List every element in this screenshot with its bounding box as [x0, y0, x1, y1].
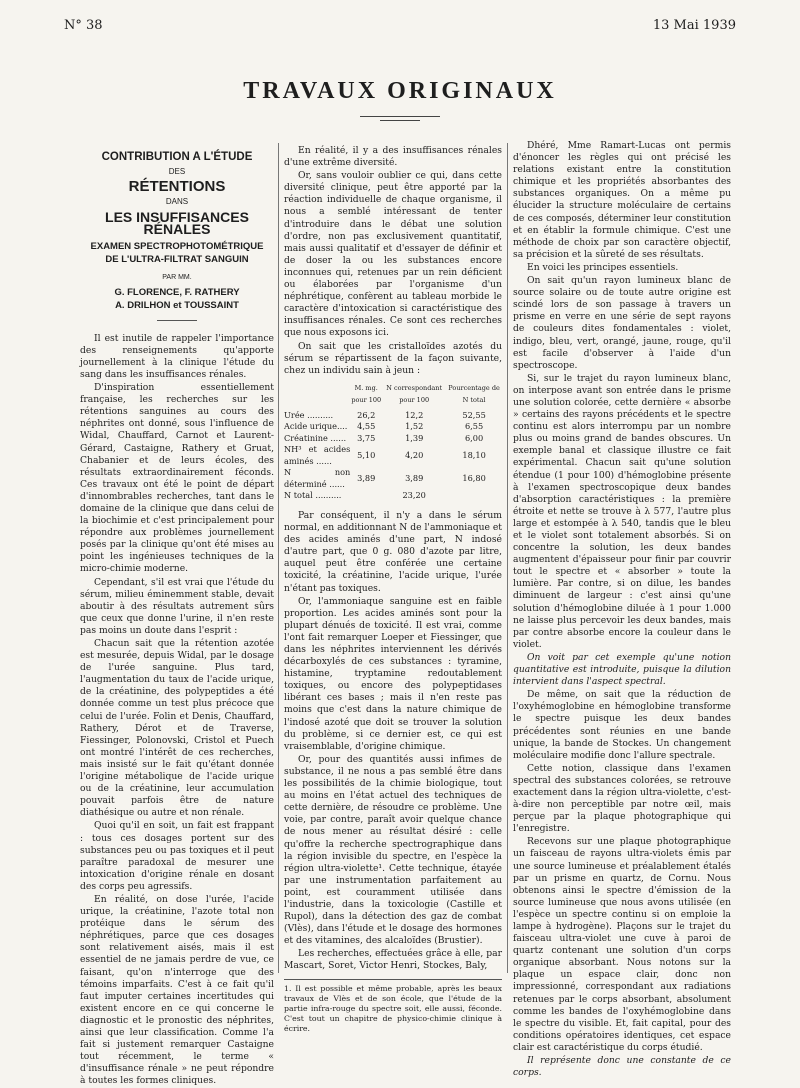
column-2: [284, 145, 502, 1034]
article-title-line: CONTRIBUTION A L'ÉTUDE: [101, 151, 253, 163]
table-row: [284, 421, 502, 433]
paragraph: D'inspiration essentiellement française, les recherches sur les rétentions sanguines au cours des néphrites ont donné, sous l'influence de Widal, Chauffard, Carnot et Laurent-Gérard, Castaigne, Rathery et Gruat, Chabanier et de leurs écoles, des résultats extraordinairement féconds. Ces travaux ont été le point de départ d'innombrables recherches, tant dans le domaine de la clinique que dans celui de la biochimie et c'est principalement pour répondre aux problèmes journellement posés par la clinique qu'ont été mises au point les ingénieuses techniques de la micro-chimie moderne.: [80, 382, 274, 575]
composition-table: [284, 381, 502, 502]
table-cell: 3,89: [357, 473, 376, 484]
table-cell: N total ..........: [284, 490, 342, 501]
table-row: [284, 490, 502, 502]
heading-rule: [157, 320, 197, 321]
table-cell: [446, 490, 502, 502]
table-row: [284, 433, 502, 445]
table-header-cell: M. mg. pour 100: [351, 383, 382, 404]
article-title-main: RÉTENTIONS: [128, 178, 226, 196]
table-body: [284, 410, 502, 502]
title-rule-short: [380, 120, 420, 121]
table-cell: 6,55: [464, 421, 484, 432]
table-cell: 3,89: [405, 473, 424, 484]
paragraph: Cependant, s'il est vrai que l'étude du sérum, milieu éminemment stable, devait aboutir à des résultats autrement sûrs que ceux que donne l'urine, il n'en reste pas moins un doute dans l'esprit :: [80, 576, 274, 636]
table-cell: Créatinine ......: [284, 432, 347, 443]
paragraph: On sait que les cristalloïdes azotés du sérum se répartissent de la façon suivante, chez un individu sain à jeun :: [284, 340, 502, 376]
paragraph: Les recherches, effectuées grâce à elle, par Mascart, Soret, Victor Henri, Stockes, Baly,: [284, 948, 502, 972]
issue-date: 13 Mai 1939: [652, 18, 736, 33]
article-subtitle: EXAMEN SPECTROPHOTOMÉTRIQUE DE L'ULTRA-FILTRAT SANGUIN: [90, 240, 264, 265]
paragraph: Dhéré, Mme Ramart-Lucas ont permis d'énoncer les règles qui ont précisé les relations existant entre la constitution chimique et les propriétés absorbantes des substances organiques. On a même pu élucider la structure moléculaire de certains de ces composés, déterminer leur constitution et en établir la formule chimique. C'est une méthode de choix par son caractère objectif, sa précision et la sûreté de ses résultats.: [513, 140, 731, 260]
paragraph: Cette notion, classique dans l'examen spectral des substances colorées, se retrouve exactement dans la région ultra-violette, c'est-à-dire non perceptible par notre œil, mais perçue par la plaque photographique qui l'enregistre.: [513, 762, 731, 835]
table-row: [284, 467, 502, 490]
column-divider: [507, 143, 508, 973]
footnote: 1. Il est possible et même probable, après les beaux travaux de Vlès et de son école, que l'étude de la partie infra-rouge du spectre soit, elle aussi, féconde. C'est tout un chapitre de physico-chimie clinique à écrire.: [284, 979, 502, 1034]
column-2-body-top: [284, 145, 502, 377]
authors: G. FLORENCE, F. RATHERY A. DRILHON et TOUSSAINT: [114, 286, 240, 311]
table-cell: 16,80: [462, 473, 486, 484]
paragraph: Or, pour des quantités aussi infimes de substance, il ne nous a pas semblé être dans les possibilités de la chimie biologique, tout au moins en l'état actuel des techniques de cette dernière, de résoudre ce problème. Une voie, par contre, paraît avoir quelque chance de nous mener au résultat désiré : celle qu'offre la recherche spectrographique dans la région invisible du spectre, en l'espèce la région ultra-violette¹. Cette technique, étayée par une instrumentation parfaitement au point, est couramment utilisée dans l'industrie, dans la toxicologie (Castille et Rupol), dans la détection des gaz de combat (Vlès), dans l'étude et le dosage des hormones et des vitamines, des alcaloïdes (Brustier).: [284, 753, 502, 947]
paragraph: On voit par cet exemple qu'une notion quantitative est introduite, puisque la dilution intervient dans l'aspect spectral.: [513, 651, 731, 688]
article-title-des: DES: [168, 167, 186, 177]
paragraph: Or, sans vouloir oublier ce qui, dans cette diversité clinique, peut être apporté par la réaction individuelle de chaque organisme, il nous a semblé intéressant de tenter d'introduire dans le débat une solution d'ordre, non pas exclusivement quantitatif, mais aussi qualitatif et d'essayer de définir et de doser la ou les substances encore inconnues qui, retenues par un rein déficient ou élaborées par l'organisme d'un néphrétique, confèrent au tableau morbide le caractère d'intoxication si caractéristique des insuffisances rénales. Ce sont ces recherches que nous exposons ici.: [284, 170, 502, 339]
paragraph: Quoi qu'il en soit, un fait est frappant : tous ces dosages portent sur des substances peu ou pas toxiques et il peut paraître paradoxal de mesurer une intoxication d'origine rénale en dosant des corps peu agressifs.: [80, 820, 274, 892]
paragraph: De même, on sait que la réduction de l'oxyhémoglobine en hémoglobine transforme le spectre puisque les deux bandes précédentes sont réunies en une bande unique, la bande de Stockes. Un changement moléculaire modifie donc l'allure spectrale.: [513, 689, 731, 761]
table-cell: 6,00: [464, 432, 484, 443]
table-cell: 1,39: [405, 432, 424, 443]
table-cell: 1,52: [405, 421, 424, 432]
table-cell: 5,10: [357, 450, 376, 461]
table-row: [284, 410, 502, 422]
table-cell: Acide urique....: [284, 421, 348, 432]
article-title-dans: DANS: [165, 197, 189, 207]
table-cell: 23,20: [402, 490, 426, 501]
paragraph: Par conséquent, il n'y a dans le sérum normal, en additionnant N de l'ammoniaque et des acides aminés d'une part, N indosé d'autre part, que 0 g. 080 d'azote par litre, auquel peut être conférée une certaine toxicité, la créatinine, l'acide urique, l'urée n'étant pas toxiques.: [284, 509, 502, 594]
paragraph: Chacun sait que la rétention azotée est mesurée, depuis Widal, par le dosage de l'urée sanguine. Plus tard, l'augmentation du taux de l'acide urique, de la créatinine, des polypeptides a été donnée comme un test plus précoce que celui de l'urée. Folin et Denis, Chauffard, Rathery, Dérot et de Traverse, Fiessinger, Polonovski, Cristol et Puech ont montré l'intérêt de ces recherches, mais insisté sur le fait qu'étant donnée l'origine métabolique de l'acide urique ou de la créatinine, leur accumulation pouvait parfois être de nature diathésique ou autre et non rénale.: [80, 638, 274, 819]
paragraph: Il est inutile de rappeler l'importance des renseignements qu'apporte journellement à la clinique l'étude du sang dans les insuffisances rénales.: [80, 332, 274, 380]
paragraph: On sait qu'un rayon lumineux blanc de source solaire ou de toute autre origine est scindé lors de son passage à travers un prisme en verre en une série de sept rayons de couleurs dites fondamentales : violet, indigo, bleu, vert, orangé, jaune, rouge, qu'il est facile d'observer à l'aide d'un spectroscope.: [513, 275, 731, 371]
table-cell: N non déterminé ......: [284, 467, 351, 489]
article-title-main-2: LES INSUFFISANCES RÉNALES: [105, 209, 249, 238]
paragraph: Recevons sur une plaque photographique un faisceau de rayons ultra-violets émis par une source lumineuse et préalablement étalés par un prisme en quartz, de Cornu. Nous obtenons ainsi le spectre d'émission de la source lumineuse que nous avons utilisée (en l'espèce un spectre continu si on emploie la lampe à hydrogène). Plaçons sur le trajet du faisceau ultra-violet une cuve à paroi de quartz contenant une solution d'un corps organique absorbant. Nous notons sur la plaque un espace clair, donc non impressionné, correspondant aux radiations retenues par le corps absorbant, absolument comme les bandes de l'oxyhémoglobine dans le spectre du visible. Et, fait capital, pour des conditions opératoires identiques, cet espace clair est caractéristique du corps étudié.: [513, 836, 731, 1053]
table-cell: 3,75: [357, 432, 376, 443]
article-heading: [80, 151, 274, 321]
title-rule: [360, 116, 440, 117]
section-title: TRAVAUX ORIGINAUX: [243, 78, 557, 104]
by-line-label: PAR MM.: [162, 273, 192, 281]
table-cell: 18,10: [462, 450, 486, 461]
paragraph: En réalité, on dose l'urée, l'acide urique, la créatinine, l'azote total non protéique dans le sérum des néphrétiques, parce que ces dosages sont relativement aisés, mais il est essentiel de ne jamais perdre de vue, ce faisant, qu'on n'interroge que des témoins imparfaits. C'est à ce fait qu'il faut imputer certaines incertitudes qui existent encore en ce qui concerne le diagnostic et le pronostic des néphrites, ainsi que leur classification. Comme l'a fait si justement remarquer Castaigne tout récemment, le terme « d'insuffisance rénale » ne peut répondre à toutes les formes cliniques.: [80, 893, 274, 1087]
paragraph: En voici les principes essentiels.: [527, 261, 679, 273]
table-header-cell: Pourcentage de N total: [448, 383, 500, 404]
table-header-row: [284, 381, 502, 410]
paragraph: Si, sur le trajet du rayon lumineux blanc, on interpose avant son entrée dans le prisme une solution colorée, cette dernière « absorbe » certains des rayons précédents et le spectre continu est alors interrompu par un nombre plus ou moins grand de bandes obscures. Un exemple banal et classique illustre ce fait expérimental. Chacun sait qu'une solution étendue (1 pour 100) d'hémoglobine présente à l'examen spectroscopique deux bandes d'absorption caractéristiques : la première étroite et nette se trouve à λ 577, l'autre plus large et estompée à λ 540, tandis que le bleu et le violet sont totalement absorbés. Si on concentre la solution, les deux bandes augmentent d'épaisseur pour finir par couvrir tout le spectre et « absorber » toute la lumière. Par contre, si on dilue, les bandes diminuent de largeur : c'est ainsi qu'une solution d'hémoglobine diluée à 1 pour 1.000 ne laisse plus percevoir les deux bandes, mais par contre absorbe encore la couleur dans le violet.: [513, 372, 731, 650]
table-cell: 4,55: [357, 421, 376, 432]
table-row: [284, 444, 502, 467]
paragraph: En réalité, il y a des insuffisances rénales d'une extrême diversité.: [284, 145, 502, 169]
table-header-cell: N correspondant pour 100: [386, 383, 443, 404]
paragraph: Il représente donc une constante de ce corps.: [513, 1055, 731, 1079]
table-cell: 26,2: [357, 409, 376, 420]
column-1-body: [80, 333, 274, 1088]
column-2-body-bottom: [284, 510, 502, 973]
table-cell: 52,55: [462, 409, 486, 420]
table-header-cell: [284, 381, 350, 410]
column-divider: [278, 143, 279, 973]
table-cell: 12,2: [405, 409, 424, 420]
table-cell: Urée ..........: [284, 409, 334, 420]
table-cell: NH³ et acides aminés ......: [284, 444, 351, 466]
column-3: [513, 140, 731, 1080]
table-cell: [350, 490, 382, 502]
column-1: [80, 145, 274, 1088]
issue-number: N° 38: [64, 18, 103, 33]
paragraph: Or, l'ammoniaque sanguine est en faible proportion. Les acides aminés sont pour la plupart dénués de toxicité. Il est vrai, comme l'ont fait remarquer Loeper et Fiessinger, que dans les néphrites interviennent les dérivés décarboxylés de ces substances : tyramine, histamine, tryptamine redoutablement toxiques, ou encore des polypeptidases libérant ces bases ; mais il n'en reste pas moins que c'est dans la nature chimique de l'indosé azoté que doit se trouver la solution du problème, si ce dernier est, ce qui est vraisemblable, d'origine chimique.: [284, 595, 502, 752]
table-cell: 4,20: [405, 450, 424, 461]
column-3-body: [513, 140, 731, 1079]
